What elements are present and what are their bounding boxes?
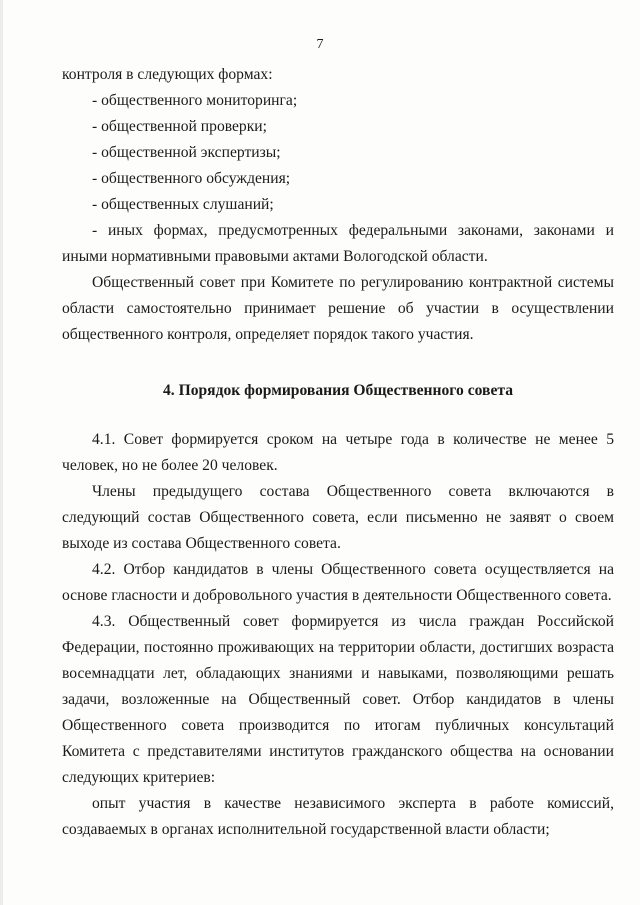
paragraph-criterion-experience: опыт участия в качестве независимого эксперта в работе комиссий, создаваемых в органах исполнительной государственной власти области; [62, 795, 614, 838]
list-item-discussion: - общественного обсуждения; [92, 170, 291, 187]
paragraph-forms-intro: контроля в следующих формах: [62, 66, 273, 83]
paragraph-council-participation: Общественный совет при Комитете по регулированию контрактной системы области самостоятельно принимает решение об участии в осуществлении общественного контроля, определяет порядок такого участия. [62, 274, 614, 343]
section-heading: 4. Порядок формирования Общественного совета [162, 382, 514, 399]
paragraph-4-1: 4.1. Совет формируется сроком на четыре года в количестве не менее 5 человек, но не более 20 человек. [62, 431, 614, 474]
list-item-inspection: - общественной проверки; [92, 118, 267, 135]
paragraph-previous-members: Члены предыдущего состава Общественного совета включаются в следующий состав Общественного совета, если письменно не заявят о своем выходе из состава Общественного совета. [62, 483, 614, 552]
text-block-formation [62, 427, 614, 843]
text-block-forms [62, 62, 614, 348]
paragraph-4-3: 4.3. Общественный совет формируется из числа граждан Российской Федерации, постоянно проживающих на территории области, достигших возраста восемнадцати лет, обладающих знаниями и навыками, позволяющими решать задачи, возложенные на Общественный совет. Отбор кандидатов в члены Общественного совета производится по итогам публичных консультаций Комитета с представителями институтов гражданского общества на основании следующих критериев: [62, 613, 614, 786]
list-item-monitoring: - общественного мониторинга; [92, 92, 298, 109]
scan-edge [0, 0, 3, 905]
list-item-expertise: - общественной экспертизы; [92, 144, 281, 161]
page-number: 7 [316, 37, 324, 52]
list-item-hearings: - общественных слушаний; [92, 196, 274, 213]
list-item-other-forms: - иных формах, предусмотренных федеральными законами, законами и иными нормативными правовыми актами Вологодской области. [62, 222, 614, 265]
paragraph-4-2: 4.2. Отбор кандидатов в члены Общественного совета осуществляется на основе гласности и добровольного участия в деятельности Общественного совета. [62, 561, 614, 604]
